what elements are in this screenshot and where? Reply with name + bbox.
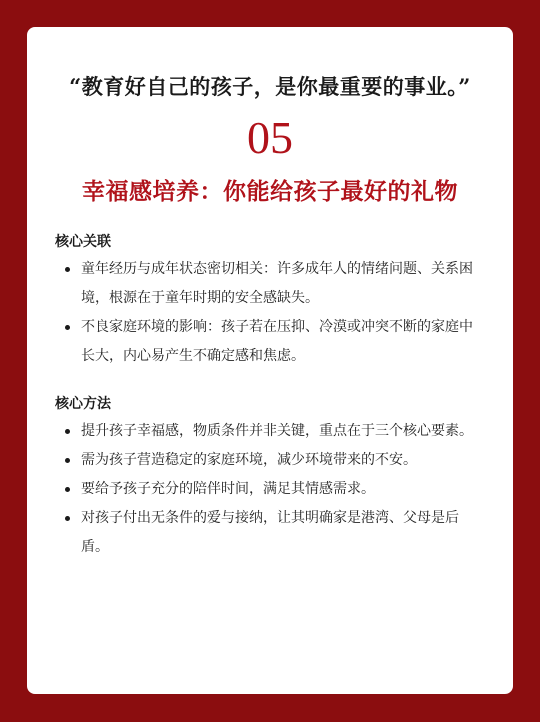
list-item [27, 446, 513, 475]
list-item-text: 不良家庭环境的影响：孩子若在压抑、冷漠或冲突不断的家庭中长大，内心易产生不确定感和焦虑。 [81, 319, 473, 364]
quote-text: “教育好自己的孩子，是你最重要的事业。” [69, 74, 471, 99]
bullet-icon [65, 267, 70, 272]
list-item-text: 提升孩子幸福感，物质条件并非关键，重点在于三个核心要素。 [81, 423, 473, 439]
page-title: 幸福感培养：你能给孩子最好的礼物 [82, 178, 458, 205]
list-item-text: 童年经历与成年状态密切相关：许多成年人的情绪问题、关系困境，根源在于童年时期的安全感缺失。 [81, 261, 473, 306]
bullet-icon [65, 516, 70, 521]
bullet-icon [65, 325, 70, 330]
core-relation-list [27, 255, 513, 371]
section-heading-core-relation: 核心关联 [55, 234, 111, 250]
list-item [27, 255, 513, 313]
content-card [27, 27, 513, 694]
list-item-text: 对孩子付出无条件的爱与接纳，让其明确家是港湾、父母是后盾。 [81, 510, 459, 555]
list-item-text: 需为孩子营造稳定的家庭环境，减少环境带来的不安。 [81, 452, 417, 468]
list-item-text: 要给予孩子充分的陪伴时间，满足其情感需求。 [81, 481, 375, 497]
list-item [27, 417, 513, 446]
bullet-icon [65, 458, 70, 463]
list-item [27, 504, 513, 562]
core-method-list [27, 417, 513, 562]
bullet-icon [65, 429, 70, 434]
section-heading-core-method: 核心方法 [55, 396, 111, 412]
section-number: 05 [247, 112, 293, 163]
bullet-icon [65, 487, 70, 492]
list-item [27, 313, 513, 371]
list-item [27, 475, 513, 504]
